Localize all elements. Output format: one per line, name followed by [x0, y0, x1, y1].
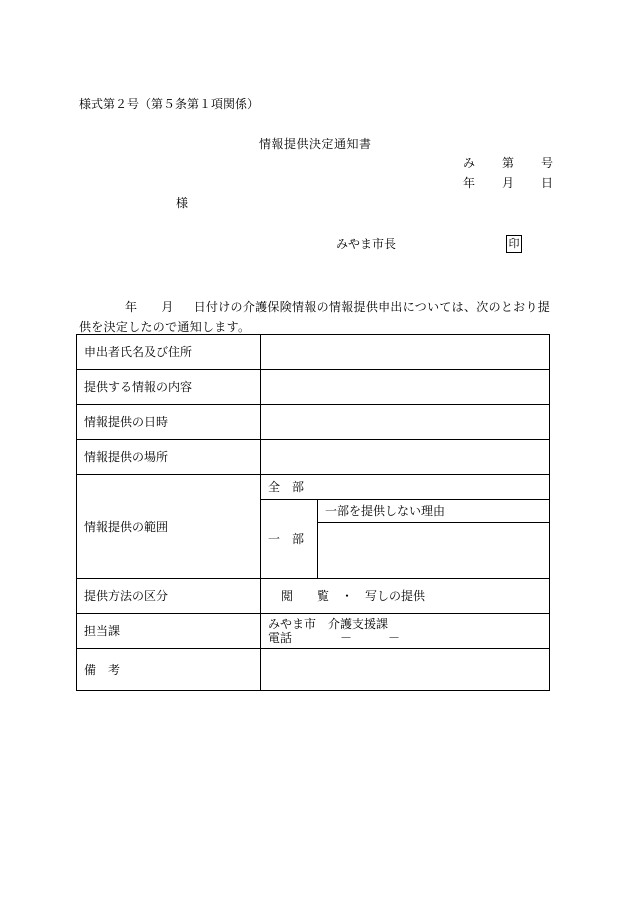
recipient-honorific: 様: [176, 196, 189, 210]
scope-part-reason-value: [318, 523, 550, 579]
scope-all: 全 部: [261, 475, 550, 500]
notice-line-2: 供を決定したので通知します。: [79, 320, 251, 334]
date-day: 日: [540, 176, 553, 190]
number-go: 号: [540, 156, 553, 170]
document-date: [463, 176, 553, 190]
date-year: 年: [463, 176, 476, 190]
notice-line-1: [79, 297, 553, 317]
document-number: [463, 156, 553, 170]
scope-label: 情報提供の範囲: [77, 475, 261, 579]
method-value: 閲 覧 ・ 写しの提供: [261, 579, 550, 614]
applicant-label: 申出者氏名及び住所: [77, 335, 261, 370]
info-table: [76, 334, 550, 691]
notice-text-1: 日付けの介護保険情報の情報提供申出については、次のとおり提: [193, 300, 551, 314]
notice-body: [79, 297, 553, 337]
place-label: 情報提供の場所: [77, 440, 261, 475]
content-value: [261, 370, 550, 405]
place-value: [261, 440, 550, 475]
method-label: 提供方法の区分: [77, 579, 261, 614]
datetime-value: [261, 405, 550, 440]
number-prefix: み: [463, 156, 476, 170]
remarks-label: 備 考: [77, 649, 261, 691]
content-label: 提供する情報の内容: [77, 370, 261, 405]
scope-part: 一 部: [261, 500, 318, 579]
datetime-label: 情報提供の日時: [77, 405, 261, 440]
notice-month: 月: [161, 300, 174, 314]
dept-value: [261, 614, 550, 649]
document-title: 情報提供決定通知書: [259, 137, 372, 151]
date-month: 月: [501, 176, 514, 190]
dept-label: 担当課: [77, 614, 261, 649]
number-dai: 第: [501, 156, 514, 170]
applicant-value: [261, 335, 550, 370]
notice-year: 年: [125, 300, 138, 314]
dept-phone: 電話 － －: [268, 631, 401, 645]
seal-mark: 印: [506, 235, 522, 253]
remarks-value: [261, 649, 550, 691]
dept-name: みやま市 介護支援課: [268, 617, 389, 631]
scope-part-reason-label: 一部を提供しない理由: [318, 500, 550, 523]
issuer-name: みやま市長: [336, 237, 397, 251]
form-reference: 様式第２号（第５条第１項関係）: [79, 97, 260, 111]
